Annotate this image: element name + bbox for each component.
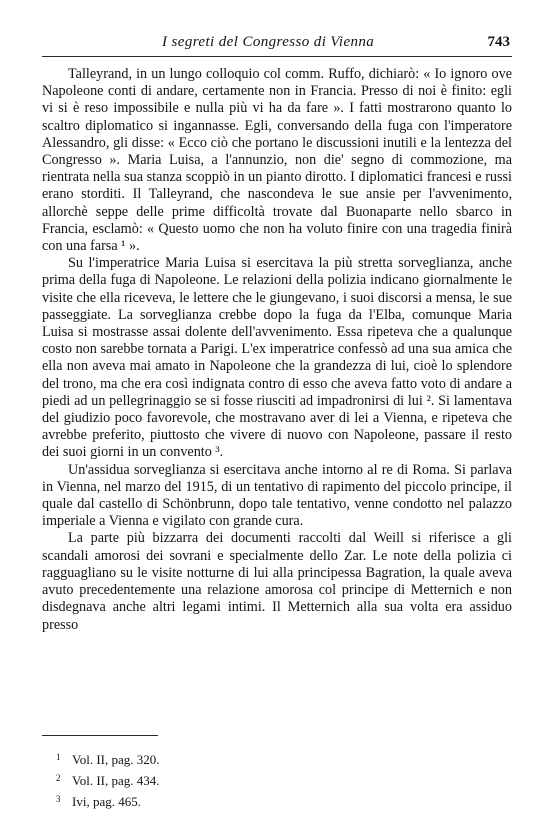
footnote-number: 2 xyxy=(56,773,61,783)
body-text xyxy=(42,66,512,634)
paragraph-3: Un'assidua sorveglianza si esercitava anche intorno al re di Roma. Si parlava in Vienna, nel marzo del 1915, di un tentativo di rapimento del piccolo principe, il quale dal castello di Schönbrunn, dopo tale tentativo, venne condotto nel palazzo imperiale a Vienna e vigilato con grande cura. xyxy=(42,461,512,530)
footnote-3 xyxy=(56,790,160,811)
footnote-number: 1 xyxy=(56,752,61,762)
footnote-1 xyxy=(56,748,160,769)
page-header xyxy=(42,30,512,57)
footnotes xyxy=(56,748,160,811)
paragraph-1: Talleyrand, in un lungo colloquio col comm. Ruffo, dichiarò: « Io ignoro ove Napoleone conti di andare, certamente non in Francia. Presso di noi è finito: egli vi si è reso impossibile e nulla più vi ha da fare ». I fatti mostrarono quanto lo scaltro diplomatico si ingannasse. Egli, conversando della fuga con l'imperatore Alessandro, gli disse: « Ecco ciò che portano le discussioni inutili e la lentezza del Congresso ». Maria Luisa, a l'annunzio, non die' segno di commozione, ma rientrata nella sua stanza scoppiò in un pianto dirotto. I diplomatici francesi e russi erano storditi. Il Talleyrand, che nascondeva le sue ansie per l'avvenimento, allorchè seppe delle prime difficoltà trovate dal Buonaparte nello sbarco in Francia, esclamò: « Questo uomo che non ha voluto finire con una tragedia finirà con una farsa ¹ ». xyxy=(42,66,512,255)
footnote-text: Ivi, pag. 465. xyxy=(72,794,141,809)
footnote-text: Vol. II, pag. 320. xyxy=(72,752,160,767)
footnote-2 xyxy=(56,769,160,790)
paragraph-4: La parte più bizzarra dei documenti raccolti dal Weill si riferisce a gli scandali amorosi dei sovrani e specialmente dello Zar. Le note della polizia ci ragguagliano su le visite notturne di lui alla principessa Bagration, la quale aveva avuto precedentemente una relazione amorosa col principe di Metternich e non disdegnava anche altri legami intimi. Il Metternich alla sua volta era assiduo presso xyxy=(42,530,512,633)
footnote-divider xyxy=(42,735,158,736)
running-title: I segreti del Congresso di Vienna xyxy=(162,34,375,50)
footnote-text: Vol. II, pag. 434. xyxy=(72,773,160,788)
footnote-number: 3 xyxy=(56,794,61,804)
paragraph-2: Su l'imperatrice Maria Luisa si esercitava la più stretta sorveglianza, anche prima della fuga di Napoleone. Le relazioni della polizia indicano giornalmente le visite che ella riceveva, le lettere che le giungevano, i suoi discorsi a mensa, le sue passeggiate. La sorveglianza crebbe dopo la fuga da l'Elba, comunque Maria Luisa si mostrasse assai dolente dell'avvenimento. Essa ripeteva che a qualunque costo non sarebbe tornata a Parigi. L'ex imperatrice confessò ad una sua amica che ella non aveva mai amato in Napoleone che la grandezza di lui, cioè lo splendore del trono, ma che era così indignata contro di esso che aveva fatto voto di andare a piedi ad un pellegrinaggio se si fosse riusciti ad impadronirsi di lui ². Si lamentava del giudizio poco favorevole, che mostravano aver di lei a Vienna, e ripeteva che avrebbe preferito, piuttosto che vivere di nuovo con Napoleone, passare il resto dei suoi giorni in un convento ³. xyxy=(42,255,512,461)
page-number: 743 xyxy=(487,34,510,50)
